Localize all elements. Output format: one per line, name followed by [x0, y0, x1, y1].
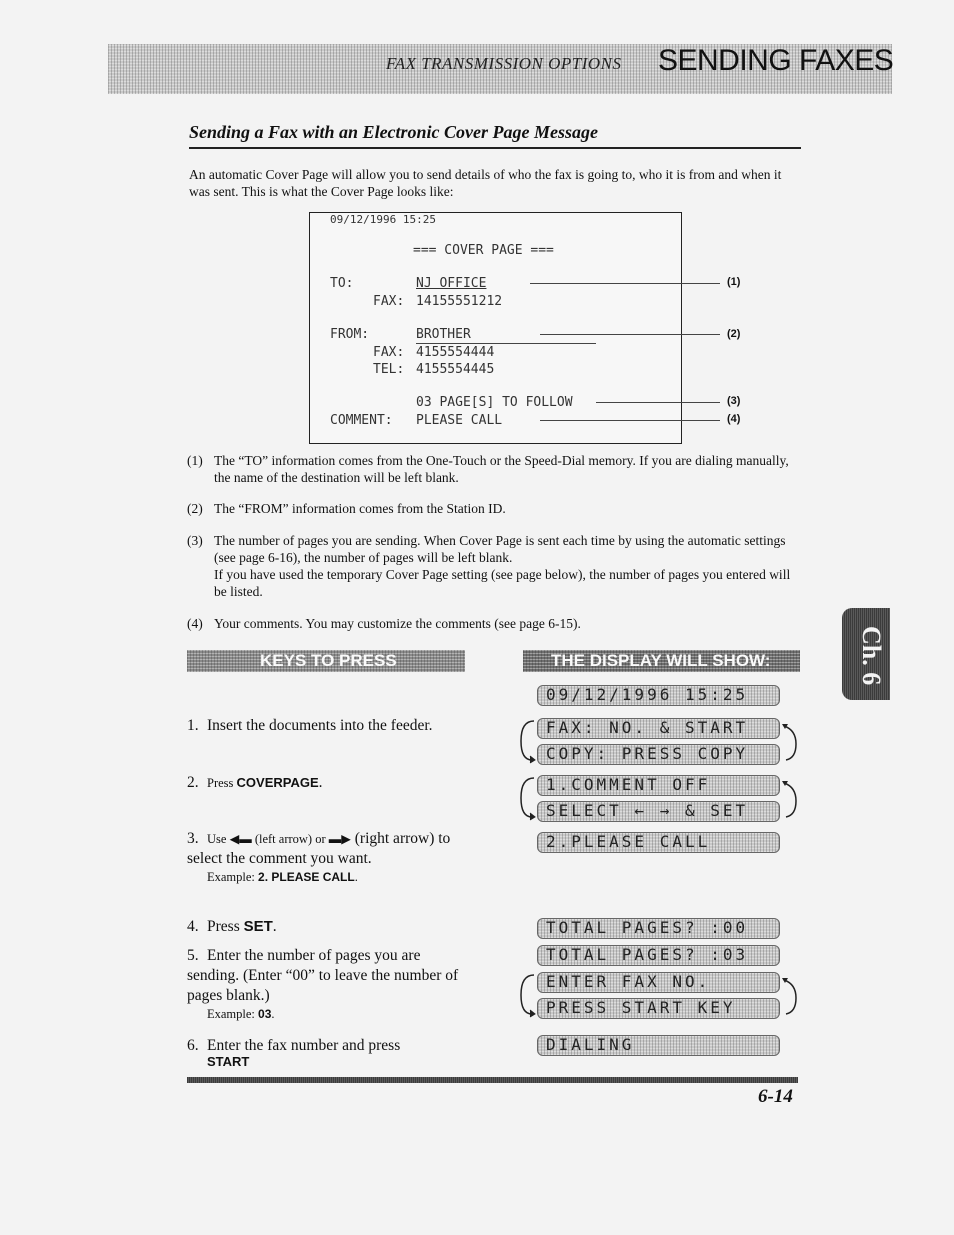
cover-from-tel-value: 4155554445 — [416, 362, 495, 377]
keys-to-press-header — [187, 650, 465, 672]
callout-leader-1 — [530, 283, 720, 284]
lcd-display: 2.PLEASE CALL — [537, 832, 780, 853]
display-header — [523, 650, 800, 672]
cover-pages-line: 03 PAGE[S] TO FOLLOW — [416, 395, 573, 410]
key-start: START — [207, 1054, 250, 1069]
keys-to-press-label: KEYS TO PRESS — [260, 651, 397, 670]
step-5 — [187, 946, 467, 1022]
cover-from-label: FROM: — [330, 327, 370, 342]
header-chapter-title: SENDING FAXES — [658, 44, 894, 77]
cover-to-label: TO: — [330, 276, 354, 291]
step-number: 1. — [187, 717, 199, 734]
step-example — [187, 1006, 467, 1022]
cycle-arrow-left-icon — [518, 972, 538, 1018]
step-text-end: . — [318, 774, 323, 791]
callout-leader-4 — [540, 420, 720, 421]
callout-2: (2) — [727, 328, 741, 340]
step-example — [187, 869, 467, 885]
note-number: (1) — [187, 453, 203, 468]
step-2 — [187, 773, 467, 793]
cover-comment-label: COMMENT: — [330, 413, 393, 428]
cover-to-fax-value: 14155551212 — [416, 294, 503, 309]
note-text: The “TO” information comes from the One-Touch or the Speed-Dial memory. If you are dialing manually, the name of the destination will be left blank. — [214, 453, 789, 485]
lcd-display: COPY: PRESS COPY — [537, 744, 780, 765]
lcd-display: FAX: NO. & START — [537, 718, 780, 739]
title-rule — [189, 147, 801, 149]
callout-1: (1) — [727, 276, 741, 288]
header-section-title: FAX TRANSMISSION OPTIONS — [386, 54, 622, 73]
step-text: Insert the documents into the feeder. — [207, 717, 433, 734]
step-number: 3. — [187, 830, 199, 847]
cycle-arrow-left-icon — [518, 718, 538, 764]
step-text: (left arrow) or — [251, 832, 329, 846]
step-1 — [187, 716, 467, 736]
step-4 — [187, 917, 467, 937]
lcd-display: PRESS START KEY — [537, 998, 780, 1019]
note-text: The “FROM” information comes from the Station ID. — [214, 501, 506, 516]
cover-comment-value: PLEASE CALL — [416, 413, 503, 428]
step-text: Enter the fax number and press — [207, 1037, 401, 1054]
note-number: (4) — [187, 616, 203, 631]
left-arrow-icon: ◀▬ — [229, 832, 252, 846]
example-value: 03 — [258, 1007, 272, 1021]
step-number: 4. — [187, 918, 199, 935]
right-arrow-icon: ▬▶ — [328, 832, 351, 846]
example-label: Example: — [207, 1007, 259, 1021]
step-number: 6. — [187, 1037, 199, 1054]
cover-page-sample — [309, 212, 682, 444]
lcd-display: TOTAL PAGES? :03 — [537, 945, 780, 966]
cycle-arrow-right-icon — [780, 972, 800, 1018]
lcd-display: SELECT ← → & SET — [537, 801, 780, 822]
cover-from-fax-label: FAX: — [373, 345, 405, 360]
display-header-label: THE DISPLAY WILL SHOW: — [551, 651, 771, 670]
lcd-display: TOTAL PAGES? :00 — [537, 918, 780, 939]
intro-paragraph: An automatic Cover Page will allow you to send details of who the fax is going to, who it is from and when it was sent. This is what the Cover Page looks like: — [189, 167, 782, 199]
note-number: (2) — [187, 501, 203, 516]
note-number: (3) — [187, 533, 203, 548]
step-text: Use — [207, 832, 230, 846]
cover-heading: === COVER PAGE === — [413, 243, 554, 258]
note-text: Your comments. You may customize the comments (see page 6-15). — [214, 616, 581, 631]
example-value: 2. PLEASE CALL — [258, 870, 355, 884]
callout-4: (4) — [727, 413, 741, 425]
chapter-tab-label: Ch. 6 — [857, 626, 886, 686]
cover-datetime: 09/12/1996 15:25 — [330, 213, 436, 226]
chapter-tab — [842, 608, 890, 700]
example-end: . — [271, 1007, 275, 1021]
lcd-display: 1.COMMENT OFF — [537, 775, 780, 796]
cycle-arrow-left-icon — [518, 775, 538, 821]
cover-to-fax-label: FAX: — [373, 294, 405, 309]
step-6 — [187, 1036, 467, 1070]
step-text: (right arrow) to select the comment you want. — [187, 830, 451, 867]
step-text: Press — [207, 776, 237, 790]
cover-from-value: BROTHER — [416, 327, 471, 342]
lcd-display: ENTER FAX NO. — [537, 972, 780, 993]
step-text: Enter the number of pages you are sending. (Enter “00” to leave the number of pages blank.) — [187, 947, 459, 1004]
step-text: Press — [207, 918, 244, 935]
callout-leader-2 — [540, 334, 720, 335]
cover-from-tel-label: TEL: — [373, 362, 405, 377]
page-number: 6-14 — [758, 1086, 793, 1107]
cover-from-fax-value: 4155554444 — [416, 345, 495, 360]
cycle-arrow-right-icon — [780, 718, 800, 764]
callout-leader-3 — [596, 402, 720, 403]
cycle-arrow-right-icon — [780, 775, 800, 821]
note-text-continued: If you have used the temporary Cover Page setting (see page below), the number of pages you entered will be listed. — [214, 567, 791, 599]
example-end: . — [354, 870, 358, 884]
cover-from-underline — [416, 343, 596, 344]
cover-to-value: NJ OFFICE — [416, 276, 487, 291]
step-text-end: . — [272, 918, 277, 935]
section-title: Sending a Fax with an Electronic Cover Page Message — [189, 122, 599, 142]
key-set: SET — [243, 918, 273, 935]
note-text: The number of pages you are sending. When Cover Page is sent each time by using the automatic settings (see page 6-16), the number of pages will be left blank. — [214, 533, 786, 565]
footer-band — [187, 1077, 798, 1083]
key-coverpage: COVERPAGE — [236, 775, 319, 790]
lcd-display: 09/12/1996 15:25 — [537, 685, 780, 706]
step-number: 5. — [187, 947, 199, 964]
lcd-display: DIALING — [537, 1035, 780, 1056]
callout-3: (3) — [727, 395, 741, 407]
step-3 — [187, 829, 467, 885]
example-label: Example: — [207, 870, 259, 884]
step-number: 2. — [187, 774, 199, 791]
